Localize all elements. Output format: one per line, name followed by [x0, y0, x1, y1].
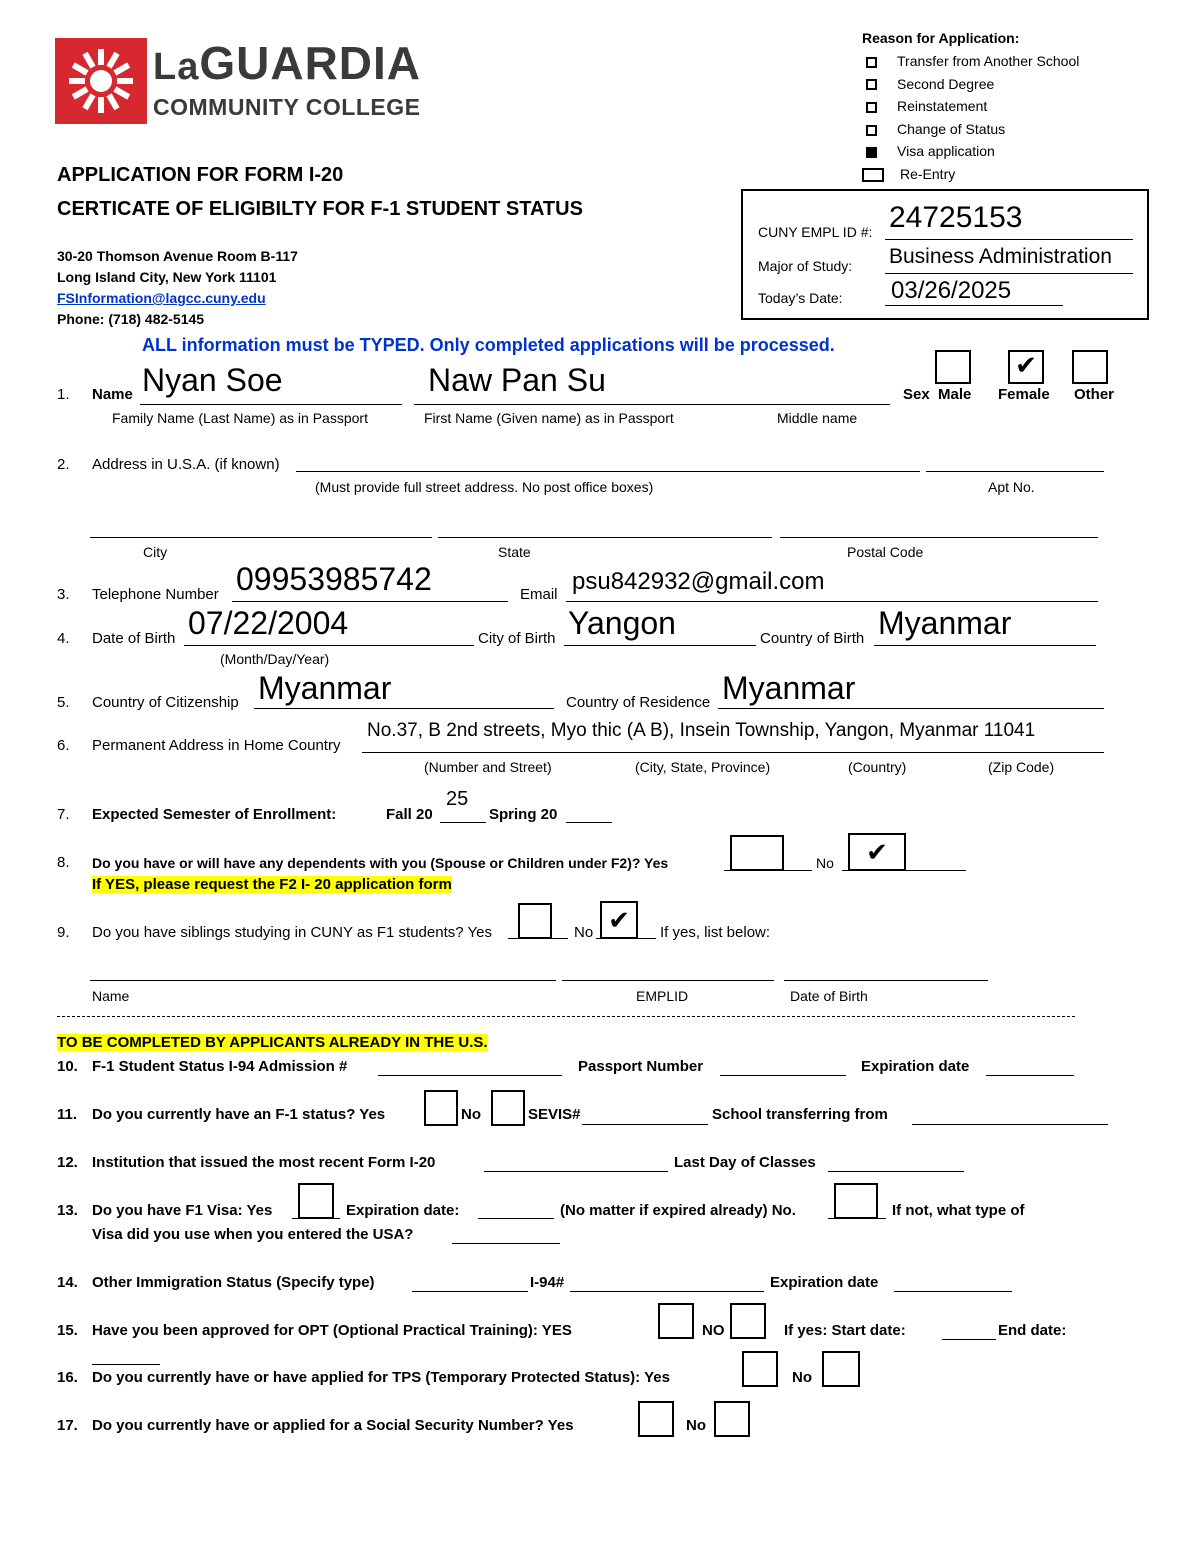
reason-option[interactable]: Visa application	[866, 140, 1079, 163]
visa-ifnot: If not, what type of	[892, 1202, 1025, 1219]
q7-number: 7.	[57, 806, 70, 823]
q10-label: F-1 Student Status I-94 Admission #	[92, 1058, 348, 1075]
fall-year-field[interactable]: 25	[446, 788, 469, 810]
logo-guardia: GUARDIA	[199, 37, 422, 89]
section-divider	[57, 1016, 1075, 1017]
checkbox-icon[interactable]	[866, 57, 877, 68]
dependents-no-checkbox[interactable]	[848, 833, 906, 871]
date-label: Today’s Date:	[758, 290, 843, 306]
q11-label: Do you currently have an F-1 status? Yes	[92, 1106, 386, 1123]
checkbox-icon[interactable]	[866, 79, 877, 90]
apt-field[interactable]	[926, 471, 1104, 472]
q5-number: 5.	[57, 694, 70, 711]
tps-yes-checkbox[interactable]	[742, 1351, 778, 1387]
sex-female-label: Female	[998, 386, 1050, 403]
id-box	[741, 189, 1149, 320]
q15-label: Have you been approved for OPT (Optional Practical Training): YES	[92, 1322, 572, 1339]
i94-label: I-94#	[530, 1274, 565, 1291]
q9-label: Do you have siblings studying in CUNY as F1 students? Yes	[92, 924, 492, 941]
reason-option[interactable]: Re-Entry	[866, 163, 1079, 186]
opt-start-label: If yes: Start date:	[784, 1322, 906, 1339]
spring-year-field[interactable]	[566, 822, 612, 823]
opt-start-field[interactable]	[942, 1339, 996, 1340]
sex-male-checkbox[interactable]	[935, 350, 971, 384]
country-of-birth-underline	[874, 645, 1096, 646]
siblings-no-underline	[596, 938, 656, 939]
q7-label: Expected Semester of Enrollment:	[92, 806, 337, 823]
siblings-no-checkbox[interactable]	[600, 901, 638, 939]
us-address-field[interactable]	[296, 471, 920, 472]
zip-caption: (Zip Code)	[988, 759, 1055, 775]
reason-title: Reason for Application:	[862, 30, 1020, 46]
reason-option[interactable]: Second Degree	[866, 73, 1079, 96]
major-underline	[885, 273, 1133, 274]
residence-field[interactable]: Myanmar	[722, 670, 856, 706]
dependents-yes-checkbox[interactable]	[730, 835, 784, 871]
tps-no-checkbox[interactable]	[822, 1351, 860, 1387]
f1-visa-yes-underline	[292, 1218, 340, 1219]
last-name-underline	[140, 404, 402, 405]
q8-label: Do you have or will have any dependents with you (Spouse or Children under F2)? Yes	[92, 855, 669, 871]
citizenship-field[interactable]: Myanmar	[258, 670, 392, 706]
sex-female-checkbox[interactable]	[1008, 350, 1044, 384]
visa-line2: Visa did you use when you entered the USA?	[92, 1226, 414, 1243]
f1-visa-yes-checkbox[interactable]	[298, 1183, 334, 1219]
apt-caption: Apt No.	[988, 479, 1035, 495]
logo	[55, 38, 455, 124]
q9-number: 9.	[57, 924, 70, 941]
q6-number: 6.	[57, 737, 70, 754]
last-day-label: Last Day of Classes	[674, 1154, 816, 1171]
q13-number: 13.	[57, 1202, 78, 1219]
country-of-birth-field[interactable]: Myanmar	[878, 605, 1012, 641]
sibling-name-field[interactable]	[90, 980, 556, 981]
city-of-birth-field[interactable]: Yangon	[568, 605, 676, 641]
q16-label: Do you currently have or have applied for TPS (Temporary Protected Status): Yes	[92, 1369, 670, 1386]
q3-number: 3.	[57, 586, 70, 603]
q4-number: 4.	[57, 630, 70, 647]
permanent-address-field[interactable]: No.37, B 2nd streets, Myo thic (A B), Insein Township, Yangon, Myanmar 11041	[367, 720, 1036, 741]
f1-status-no-checkbox[interactable]	[491, 1090, 525, 1126]
country-of-birth-label: Country of Birth	[760, 630, 865, 647]
sibling-emplid-caption: EMPLID	[636, 988, 689, 1004]
sibling-name-caption: Name	[92, 988, 130, 1004]
school-field[interactable]	[912, 1124, 1108, 1125]
postal-field[interactable]	[780, 537, 1098, 538]
residence-underline	[718, 708, 1104, 709]
section-title: TO BE COMPLETED BY APPLICANTS ALREADY IN THE U.S.	[57, 1034, 488, 1051]
checkmark-icon: ✔	[866, 837, 888, 867]
sibling-dob-caption: Date of Birth	[790, 988, 868, 1004]
passport-label: Passport Number	[578, 1058, 704, 1075]
sex-other-label: Other	[1074, 386, 1115, 403]
q10-number: 10.	[57, 1058, 78, 1075]
passport-exp-field[interactable]	[986, 1075, 1074, 1076]
office-address-1: 30-20 Thomson Avenue Room B-117	[57, 248, 298, 264]
emplid-field[interactable]: 24725153	[889, 201, 1023, 234]
last-name-caption: Family Name (Last Name) as in Passport	[112, 410, 368, 426]
postal-caption: Postal Code	[847, 544, 924, 560]
q11-number: 11.	[57, 1106, 78, 1123]
sevis-field[interactable]	[582, 1124, 708, 1125]
spring-label: Spring 20	[489, 806, 558, 823]
q15-number: 15.	[57, 1322, 78, 1339]
q13-label: Do you have F1 Visa: Yes	[92, 1202, 273, 1219]
q14-label: Other Immigration Status (Specify type)	[92, 1274, 375, 1291]
sex-male-label: Male	[938, 386, 972, 403]
f1-visa-no-underline	[828, 1218, 886, 1219]
checkbox-icon[interactable]	[866, 102, 877, 113]
i94-field[interactable]	[378, 1075, 562, 1076]
other-exp-field[interactable]	[894, 1291, 1012, 1292]
q4-label: Date of Birth	[92, 630, 176, 647]
q17-number: 17.	[57, 1417, 78, 1434]
page-title: APPLICATION FOR FORM I-20	[57, 164, 344, 186]
q12-number: 12.	[57, 1154, 78, 1171]
fall-year-underline	[440, 822, 486, 823]
immigration-status-field[interactable]	[412, 1291, 528, 1292]
office-phone: Phone: (718) 482-5145	[57, 311, 205, 327]
passport-exp-label: Expiration date	[861, 1058, 970, 1075]
state-field[interactable]	[438, 537, 772, 538]
sibling-emplid-field[interactable]	[562, 980, 774, 981]
dependents-no-label: No	[816, 855, 834, 871]
opt-no-checkbox[interactable]	[730, 1303, 766, 1339]
first-name-underline	[414, 404, 890, 405]
telephone-field[interactable]: 09953985742	[236, 561, 432, 597]
checked-checkbox-icon[interactable]	[866, 147, 877, 158]
sevis-label: SEVIS#	[528, 1106, 581, 1123]
q2-number: 2.	[57, 456, 70, 473]
residence-label: Country of Residence	[566, 694, 711, 711]
date-underline	[885, 305, 1063, 306]
page-subtitle: CERTICATE OF ELIGIBILTY FOR F-1 STUDENT STATUS	[57, 198, 583, 220]
checkmark-icon: ✔	[608, 905, 630, 935]
visa-exp-field[interactable]	[478, 1218, 554, 1219]
sex-other-checkbox[interactable]	[1072, 350, 1108, 384]
opt-end-field[interactable]	[92, 1364, 160, 1365]
reason-option[interactable]: Change of Status	[866, 118, 1079, 141]
q8-number: 8.	[57, 854, 70, 871]
checkbox-icon[interactable]	[866, 125, 877, 136]
country-caption: (Country)	[848, 759, 907, 775]
f1-status-yes-checkbox[interactable]	[424, 1090, 458, 1126]
state-caption: State	[498, 544, 531, 560]
permanent-address-underline	[362, 752, 1104, 753]
reason-option[interactable]: Reinstatement	[866, 95, 1079, 118]
dob-underline	[184, 645, 474, 646]
opt-no-label: NO	[702, 1322, 725, 1339]
other-i94-field[interactable]	[570, 1291, 764, 1292]
city-of-birth-underline	[564, 645, 756, 646]
f1-visa-no-checkbox[interactable]	[834, 1183, 878, 1219]
typed-notice: ALL information must be TYPED. Only completed applications will be processed.	[142, 335, 835, 355]
first-name-caption: First Name (Given name) as in Passport	[424, 410, 674, 426]
siblings-yes-underline	[508, 938, 568, 939]
siblings-yes-checkbox[interactable]	[518, 903, 552, 939]
office-email-link[interactable]: FSInformation@lagcc.cuny.edu	[57, 290, 266, 306]
street-caption: (Number and Street)	[424, 759, 552, 775]
q14-number: 14.	[57, 1274, 78, 1291]
tps-no-label: No	[792, 1369, 812, 1386]
reason-options	[866, 50, 1079, 186]
q3-label: Telephone Number	[92, 586, 219, 603]
city-field[interactable]	[90, 537, 432, 538]
city-caption: City	[143, 544, 168, 560]
emplid-label: CUNY EMPL ID #:	[758, 224, 873, 240]
q5-label: Country of Citizenship	[92, 694, 239, 711]
q16-number: 16.	[57, 1369, 78, 1386]
other-exp-label: Expiration date	[770, 1274, 879, 1291]
emplid-underline	[885, 239, 1133, 240]
ssn-yes-checkbox[interactable]	[638, 1401, 674, 1437]
opt-end-label: End date:	[998, 1322, 1067, 1339]
school-label: School transferring from	[712, 1106, 888, 1123]
major-label: Major of Study:	[758, 258, 853, 274]
opt-yes-checkbox[interactable]	[658, 1303, 694, 1339]
email-underline	[566, 601, 1098, 602]
office-address-2: Long Island City, New York 11101	[57, 269, 277, 285]
sex-label: Sex	[903, 386, 930, 403]
us-address-note: (Must provide full street address. No post office boxes)	[315, 479, 654, 495]
logo-subtitle: COMMUNITY COLLEGE	[153, 94, 421, 120]
email-field[interactable]: psu842932@gmail.com	[572, 568, 825, 595]
q17-label: Do you currently have or applied for a Social Security Number? Yes	[92, 1417, 574, 1434]
passport-field[interactable]	[720, 1075, 846, 1076]
last-day-field[interactable]	[828, 1171, 964, 1172]
major-field[interactable]: Business Administration	[889, 245, 1112, 268]
siblings-no-label: No	[574, 924, 594, 941]
ssn-no-checkbox[interactable]	[714, 1401, 750, 1437]
f1-status-no-label: No	[461, 1106, 481, 1123]
sibling-dob-field[interactable]	[784, 980, 988, 981]
logo-la: La	[153, 46, 200, 88]
institution-field[interactable]	[484, 1171, 668, 1172]
reason-option[interactable]: Transfer from Another School	[866, 50, 1079, 73]
telephone-underline	[232, 601, 508, 602]
dob-field[interactable]: 07/22/2004	[188, 605, 349, 641]
email-label: Email	[520, 586, 558, 603]
visa-exp-label: Expiration date:	[346, 1202, 460, 1219]
city-of-birth-label: City of Birth	[478, 630, 556, 647]
dependents-yes-underline	[724, 870, 812, 871]
checkbox-icon[interactable]	[862, 168, 884, 182]
q2-label: Address in U.S.A. (if known)	[92, 456, 280, 473]
last-name-field[interactable]: Nyan Soe	[142, 362, 283, 398]
f2-note: If YES, please request the F2 I- 20 application form	[92, 876, 452, 893]
dob-caption: (Month/Day/Year)	[220, 651, 330, 667]
q6-label: Permanent Address in Home Country	[92, 737, 341, 754]
q1-label: Name	[92, 386, 133, 403]
college-logo-icon	[55, 38, 147, 124]
date-field[interactable]: 03/26/2025	[891, 277, 1012, 304]
visa-type-field[interactable]	[452, 1243, 560, 1244]
middle-name-caption: Middle name	[777, 410, 858, 426]
citizenship-underline	[254, 708, 554, 709]
siblings-after: If yes, list below:	[660, 924, 771, 941]
logo-wordmark	[153, 37, 422, 90]
ssn-no-label: No	[686, 1417, 706, 1434]
city-state-caption: (City, State, Province)	[635, 759, 771, 775]
checkmark-icon: ✔	[1015, 350, 1037, 380]
dependents-no-underline	[842, 870, 966, 871]
q1-number: 1.	[57, 386, 70, 403]
visa-nomatter: (No matter if expired already) No.	[560, 1202, 796, 1219]
q12-label: Institution that issued the most recent Form I-20	[92, 1154, 436, 1171]
first-name-field[interactable]: Naw Pan Su	[428, 362, 606, 398]
fall-label: Fall 20	[386, 806, 433, 823]
